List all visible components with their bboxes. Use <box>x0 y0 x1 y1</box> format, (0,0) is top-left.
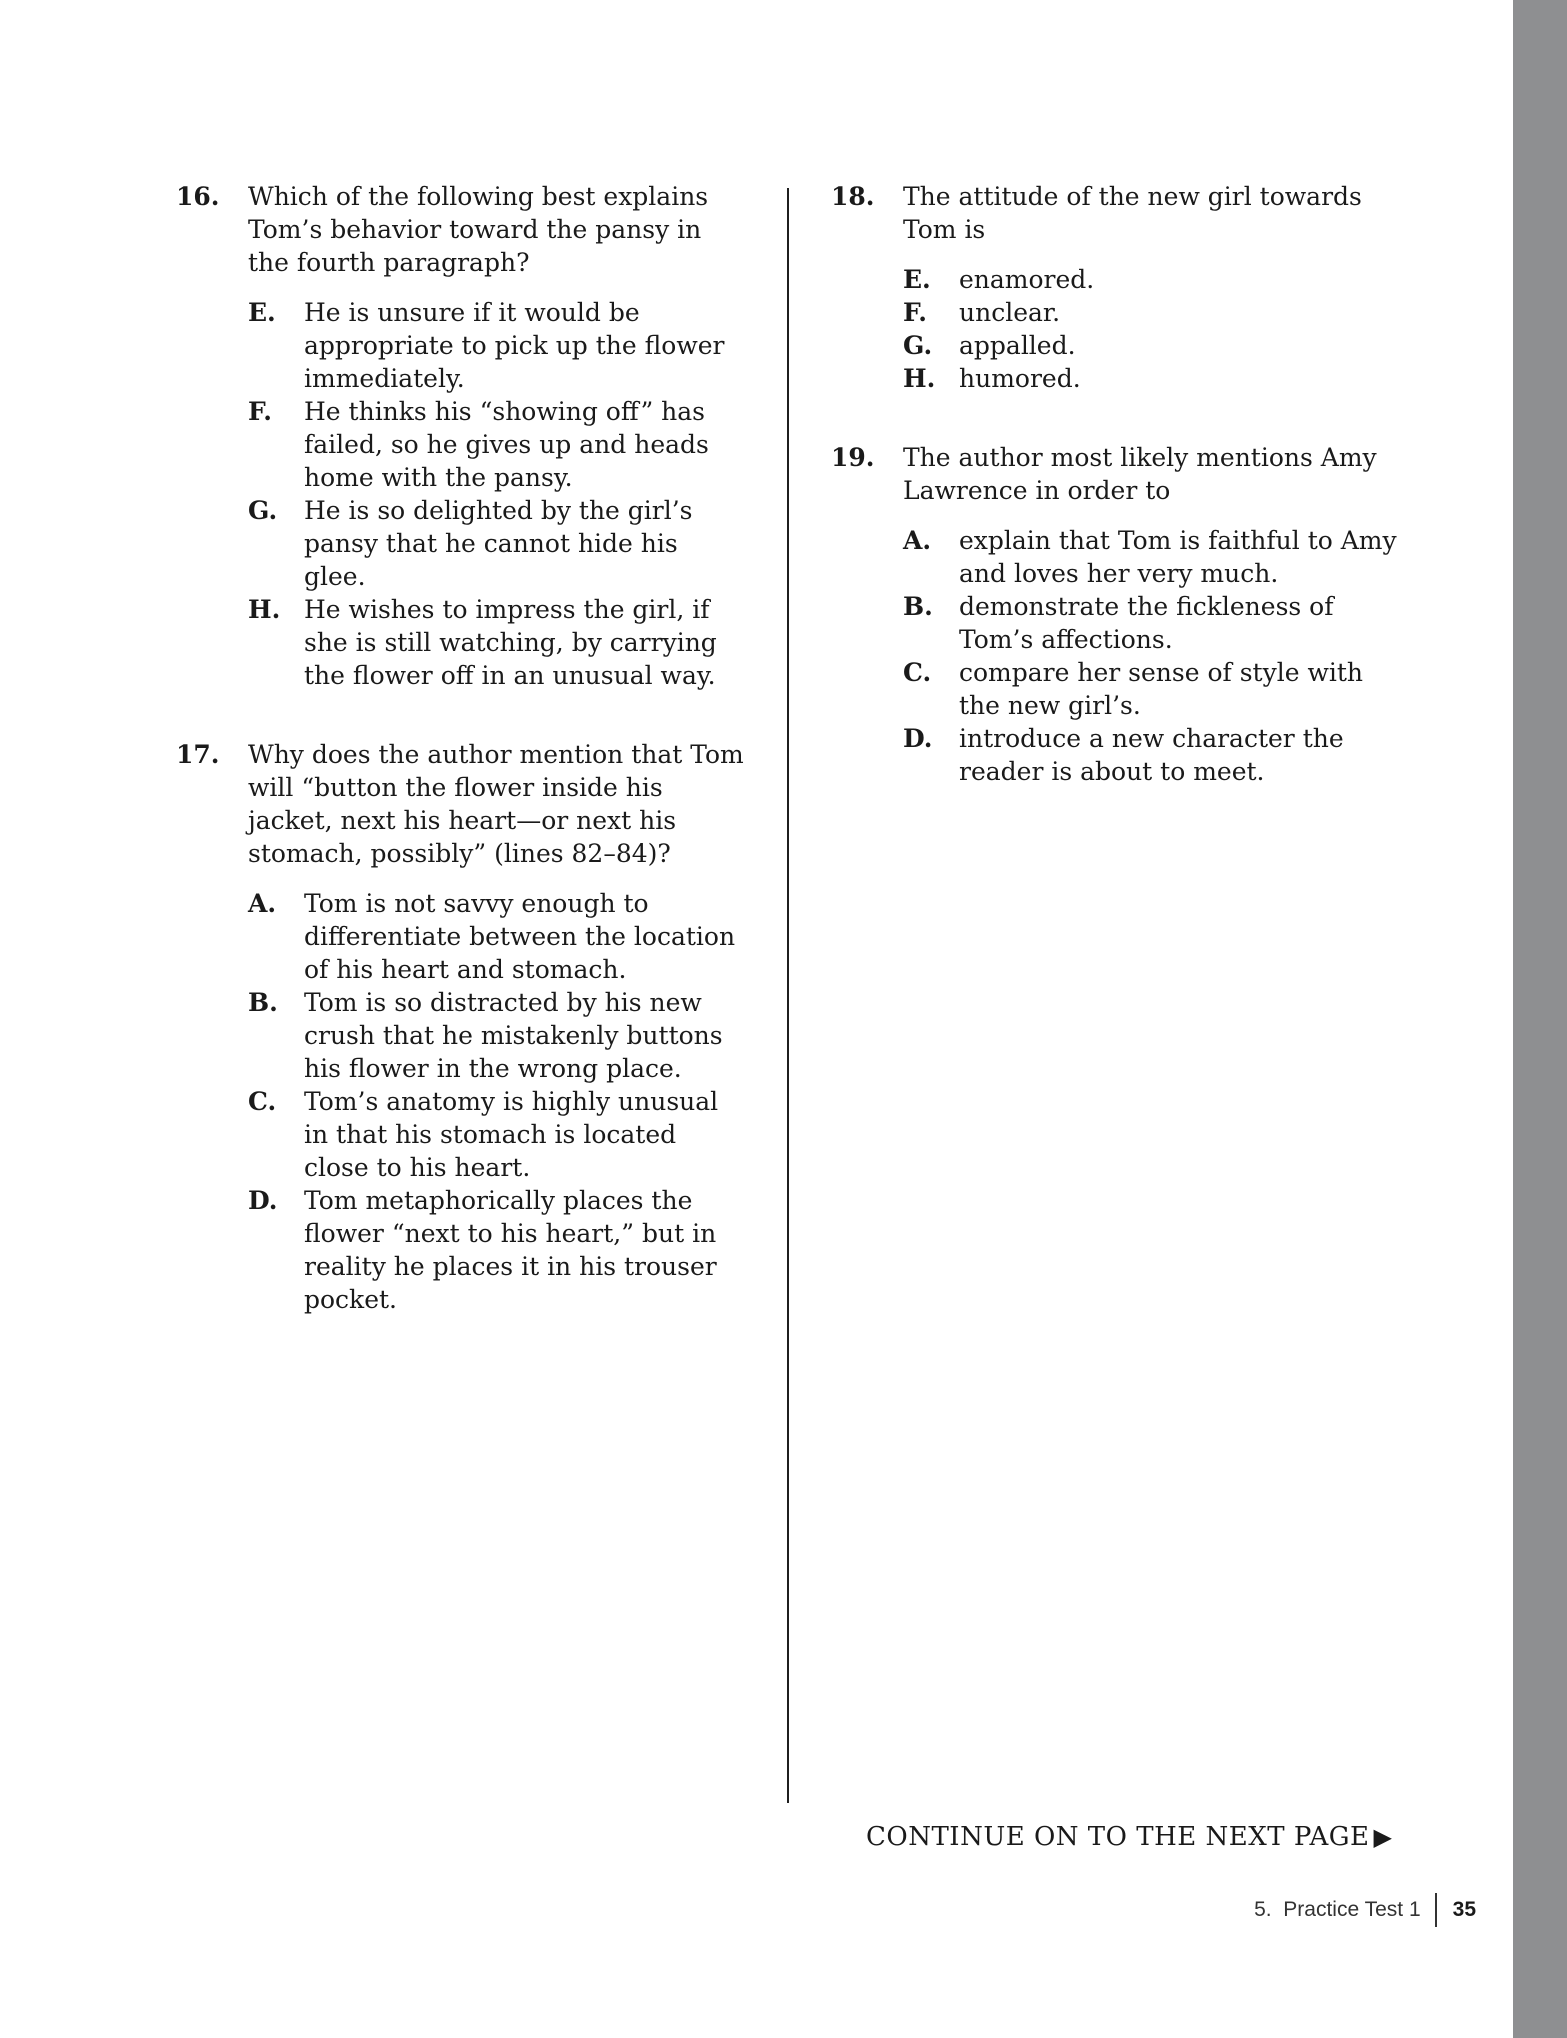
section-label: 5. Practice Test 1 <box>1254 1898 1421 1921</box>
answer-choice-f[interactable] <box>248 395 746 494</box>
answer-choice-e[interactable] <box>248 296 746 395</box>
answer-choice-d[interactable] <box>903 722 1401 788</box>
answer-choice-h[interactable] <box>248 593 746 692</box>
choice-letter: D. <box>248 1186 278 1215</box>
choice-text: He thinks his “showing off” has failed, so he gives up and heads home with the pansy. <box>304 397 709 492</box>
choice-letter: H. <box>903 364 936 393</box>
choice-letter: F. <box>903 298 927 327</box>
choice-text: appalled. <box>959 331 1076 360</box>
answer-choices <box>248 887 746 1316</box>
continue-notice <box>866 1820 1392 1854</box>
answer-choice-g[interactable] <box>903 329 1401 362</box>
choice-letter: C. <box>903 658 932 687</box>
question-number: 16. <box>176 182 220 211</box>
choice-letter: F. <box>248 397 272 426</box>
answer-choice-c[interactable] <box>248 1085 746 1184</box>
question-16 <box>176 180 746 692</box>
answer-choice-f[interactable] <box>903 296 1401 329</box>
question-stem: Which of the following best explains Tom’s behavior toward the pansy in the fourth paragraph? <box>248 182 709 277</box>
answer-choice-d[interactable] <box>248 1184 746 1316</box>
choice-text: He is so delighted by the girl’s pansy that he cannot hide his glee. <box>304 496 693 591</box>
answer-choice-c[interactable] <box>903 656 1401 722</box>
choice-letter: E. <box>903 265 931 294</box>
choice-letter: G. <box>248 496 278 525</box>
right-column <box>831 180 1401 834</box>
page-footer <box>1254 1893 1476 1927</box>
continue-text: CONTINUE ON TO THE NEXT PAGE <box>866 1822 1370 1852</box>
choice-text: Tom metaphorically places the flower “next to his heart,” but in reality he places it in his trouser pocket. <box>304 1186 717 1314</box>
answer-choice-a[interactable] <box>903 524 1401 590</box>
choice-text: demonstrate the fickleness of Tom’s affections. <box>959 592 1334 654</box>
choice-text: enamored. <box>959 265 1095 294</box>
choice-letter: D. <box>903 724 933 753</box>
question-17 <box>176 738 746 1316</box>
question-number: 17. <box>176 740 220 769</box>
choice-text: introduce a new character the reader is about to meet. <box>959 724 1344 786</box>
choice-text: He is unsure if it would be appropriate to pick up the flower immediately. <box>304 298 725 393</box>
question-number: 18. <box>831 182 875 211</box>
choice-text: unclear. <box>959 298 1061 327</box>
choice-text: Tom is so distracted by his new crush that he mistakenly buttons his flower in the wrong place. <box>304 988 723 1083</box>
question-19 <box>831 441 1401 788</box>
page-number: 35 <box>1452 1898 1476 1921</box>
choice-letter: A. <box>903 526 932 555</box>
choice-letter: B. <box>248 988 278 1017</box>
choice-letter: E. <box>248 298 276 327</box>
answer-choices <box>248 296 746 692</box>
choice-text: explain that Tom is faithful to Amy and loves her very much. <box>959 526 1397 588</box>
answer-choices <box>903 524 1401 788</box>
column-divider <box>787 188 789 1803</box>
page-edge-bar <box>1513 0 1567 2038</box>
answer-choice-e[interactable] <box>903 263 1401 296</box>
question-stem: The author most likely mentions Amy Lawrence in order to <box>903 443 1377 505</box>
choice-text: Tom’s anatomy is highly unusual in that his stomach is located close to his heart. <box>304 1087 719 1182</box>
answer-choice-b[interactable] <box>248 986 746 1085</box>
choice-text: Tom is not savvy enough to differentiate between the location of his heart and stomach. <box>304 889 736 984</box>
left-column <box>176 180 746 1362</box>
question-number: 19. <box>831 443 875 472</box>
answer-choice-g[interactable] <box>248 494 746 593</box>
question-stem: Why does the author mention that Tom will “button the flower inside his jacket, next his heart—or next his stomach, possibly” (lines 82–84)? <box>248 740 744 868</box>
choice-text: compare her sense of style with the new girl’s. <box>959 658 1363 720</box>
answer-choice-h[interactable] <box>903 362 1401 395</box>
choice-letter: C. <box>248 1087 277 1116</box>
answer-choice-a[interactable] <box>248 887 746 986</box>
answer-choice-b[interactable] <box>903 590 1401 656</box>
choice-letter: B. <box>903 592 933 621</box>
question-18 <box>831 180 1401 395</box>
choice-letter: G. <box>903 331 933 360</box>
play-arrow-icon: ▶ <box>1373 1823 1393 1851</box>
answer-choices <box>903 263 1401 395</box>
choice-text: He wishes to impress the girl, if she is still watching, by carrying the flower off in an unusual way. <box>304 595 717 690</box>
choice-text: humored. <box>959 364 1081 393</box>
choice-letter: H. <box>248 595 281 624</box>
choice-letter: A. <box>248 889 277 918</box>
question-stem: The attitude of the new girl towards Tom is <box>903 182 1362 244</box>
